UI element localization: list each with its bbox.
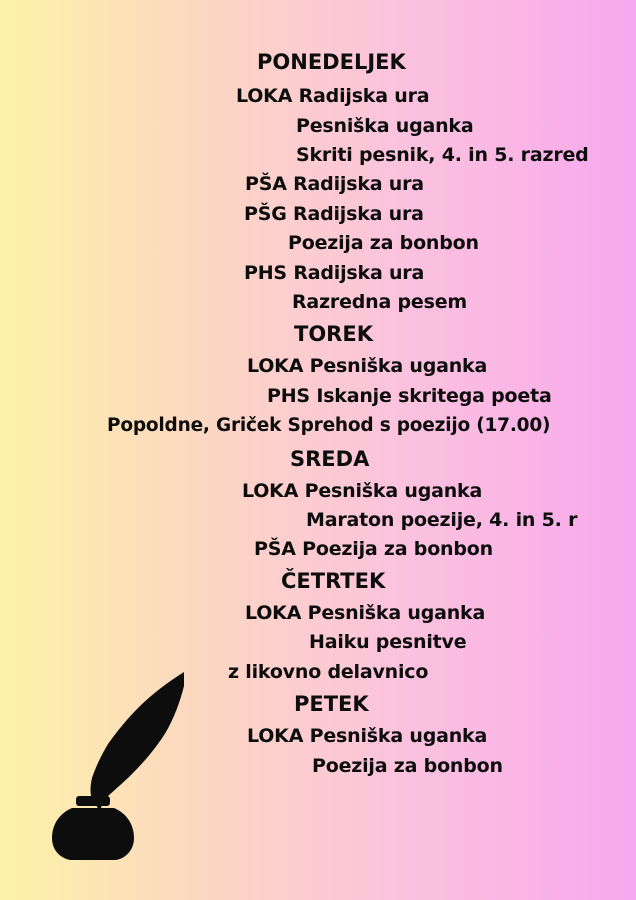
schedule-line: PHS Radijska ura bbox=[244, 262, 425, 284]
schedule-line: PHS Iskanje skritega poeta bbox=[267, 385, 552, 407]
schedule-line: PŠG Radijska ura bbox=[244, 203, 424, 225]
schedule-line: Razredna pesem bbox=[292, 291, 468, 313]
schedule-line: Popoldne, Griček Sprehod s poezijo (17.00) bbox=[107, 415, 551, 436]
inkwell-icon bbox=[52, 808, 134, 860]
schedule-line: z likovno delavnico bbox=[228, 661, 429, 683]
schedule-line: LOKA Pesniška uganka bbox=[245, 602, 486, 624]
schedule-line: Haiku pesnitve bbox=[309, 631, 467, 653]
schedule-line: PŠA Poezija za bonbon bbox=[254, 538, 493, 560]
schedule-line: LOKA Pesniška uganka bbox=[242, 480, 483, 502]
schedule-line: LOKA Pesniška uganka bbox=[247, 725, 488, 747]
day-heading-cetrtek: ČETRTEK bbox=[281, 569, 386, 593]
schedule-line: LOKA Pesniška uganka bbox=[247, 355, 488, 377]
day-heading-petek: PETEK bbox=[294, 692, 369, 716]
day-heading-torek: TOREK bbox=[294, 322, 373, 346]
day-heading-sreda: SREDA bbox=[290, 447, 370, 471]
schedule-line: Skriti pesnik, 4. in 5. razred bbox=[296, 144, 589, 166]
schedule-line: LOKA Radijska ura bbox=[236, 85, 430, 107]
quill-and-inkwell-icon bbox=[48, 668, 198, 863]
schedule-line: Poezija za bonbon bbox=[312, 755, 503, 777]
day-heading-ponedeljek: PONEDELJEK bbox=[257, 50, 406, 74]
schedule-line: PŠA Radijska ura bbox=[245, 173, 424, 195]
schedule-line: Pesniška uganka bbox=[296, 115, 474, 137]
inkwell-neck-icon bbox=[76, 796, 110, 806]
schedule-line: Poezija za bonbon bbox=[288, 232, 479, 254]
schedule-line: Maraton poezije, 4. in 5. r bbox=[306, 509, 578, 531]
